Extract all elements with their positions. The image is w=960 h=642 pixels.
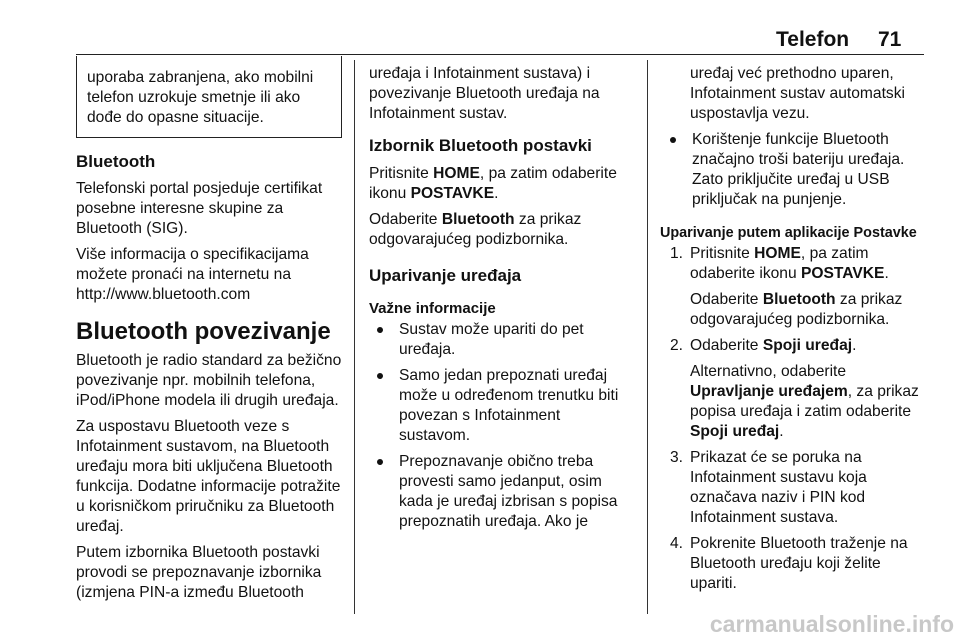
column-divider-2 bbox=[647, 60, 648, 614]
page-number: 71 bbox=[878, 28, 902, 51]
settings-label: POSTAVKE bbox=[410, 185, 495, 202]
menu-heading: Izbornik Bluetooth postavki bbox=[369, 136, 592, 155]
bullet-icon bbox=[670, 137, 676, 143]
bluetooth-paragraph-2: Više informacija o specifikacijama možete pronaći na internetu na http://www.bluetooth.com bbox=[76, 246, 309, 303]
bullet-icon bbox=[377, 327, 383, 333]
page-title: Telefon bbox=[776, 28, 850, 51]
connection-paragraph-2: Za uspostavu Bluetooth veze s Infotainment sustavom, na Bluetooth uređaju mora biti uključena Bluetooth funkcija. Dodatne informacije potražite u korisničkom priručniku za Bluetooth uređaj. bbox=[76, 418, 341, 535]
connection-paragraph-1: Bluetooth je radio standard za bežično povezivanje npr. mobilnih telefona, iPod/iPhone modela ili drugih uređaja. bbox=[76, 352, 342, 409]
step-4: 4. Pokrenite Bluetooth traženje na Bluetooth uređaju koji želite upariti. bbox=[670, 535, 908, 592]
continued-paragraph: uređaja i Infotainment sustava) i povezivanje Bluetooth uređaja na Infotainment sustav. bbox=[369, 65, 600, 122]
settings-label: POSTAVKE bbox=[800, 265, 885, 282]
watermark: carmanualsonline.info bbox=[709, 611, 954, 637]
pair-device-label: Spoji uređaj bbox=[690, 423, 780, 440]
column-divider-1 bbox=[354, 60, 355, 614]
app-pairing-heading: Uparivanje putem aplikacije Postavke bbox=[660, 225, 917, 241]
menu-paragraph-2: Odaberite Bluetooth za prikaz odgovarajućeg podizbornika. bbox=[369, 211, 582, 248]
important-heading: Važne informacije bbox=[369, 300, 496, 317]
page-header bbox=[0, 0, 960, 54]
list-item: Korištenje funkcije Bluetooth značajno troši bateriju uređaja. Zato priključite uređaj u USB priključak na punjenje. bbox=[662, 130, 930, 210]
list-item: Samo jedan prepoznati uređaj može u određenom trenutku biti povezan s Infotainment sustavom. bbox=[369, 366, 631, 446]
list-item: Sustav može upariti do pet uređaja. bbox=[369, 320, 631, 360]
bullet-icon bbox=[377, 373, 383, 379]
warning-box bbox=[76, 56, 342, 138]
step-1-detail: Odaberite Bluetooth za prikaz odgovarajućeg podizbornika. bbox=[690, 291, 903, 328]
column-1 bbox=[76, 56, 342, 603]
home-label: HOME bbox=[754, 245, 801, 262]
column-2 bbox=[369, 56, 631, 532]
bluetooth-label: Bluetooth bbox=[441, 211, 515, 228]
step-3: 3. Prikazat će se poruka na Infotainment sustavu koja označava naziv i PIN kod Infotainment sustava. bbox=[670, 449, 867, 526]
step-2-detail: Alternativno, odaberite Upravljanje uređajem, za prikaz popisa uređaja i zatim odaberite Spoji uređaj. bbox=[690, 363, 919, 440]
list-item: Prepoznavanje obično treba provesti samo jedanput, osim kada je uređaj izbrisan s popisa prepoznatih uređaja. Ako je bbox=[369, 452, 631, 532]
warning-text: uporaba zabranjena, ako mobilni telefon uzrokuje smetnje ili ako dođe do opasne situacije. bbox=[87, 69, 314, 126]
bluetooth-paragraph-1: Telefonski portal posjeduje certifikat posebne interesne skupine za Bluetooth (SIG). bbox=[76, 180, 323, 237]
step-2: 2. Odaberite Spoji uređaj. bbox=[670, 337, 857, 354]
header-rule bbox=[76, 54, 924, 55]
continued-bullet-text: uređaj već prethodno uparen, Infotainment sustav automatski uspostavlja vezu. bbox=[690, 65, 905, 122]
bluetooth-label: Bluetooth bbox=[762, 291, 836, 308]
bullet-icon bbox=[377, 459, 383, 465]
connection-heading: Bluetooth povezivanje bbox=[76, 318, 331, 345]
pair-device-label: Spoji uređaj bbox=[762, 337, 853, 354]
step-1: 1. Pritisnite HOME, pa zatim odaberite ikonu POSTAVKE. bbox=[670, 245, 889, 282]
connection-paragraph-3: Putem izbornika Bluetooth postavki provodi se prepoznavanje izbornika (izmjena PIN-a između Bluetooth bbox=[76, 544, 322, 601]
menu-paragraph-1: Pritisnite HOME, pa zatim odaberite ikonu POSTAVKE. bbox=[369, 165, 617, 202]
home-label: HOME bbox=[433, 165, 480, 182]
bluetooth-heading: Bluetooth bbox=[76, 152, 156, 171]
column-3 bbox=[662, 56, 930, 594]
pairing-heading: Uparivanje uređaja bbox=[369, 266, 522, 285]
manage-device-label: Upravljanje uređajem bbox=[690, 383, 848, 400]
